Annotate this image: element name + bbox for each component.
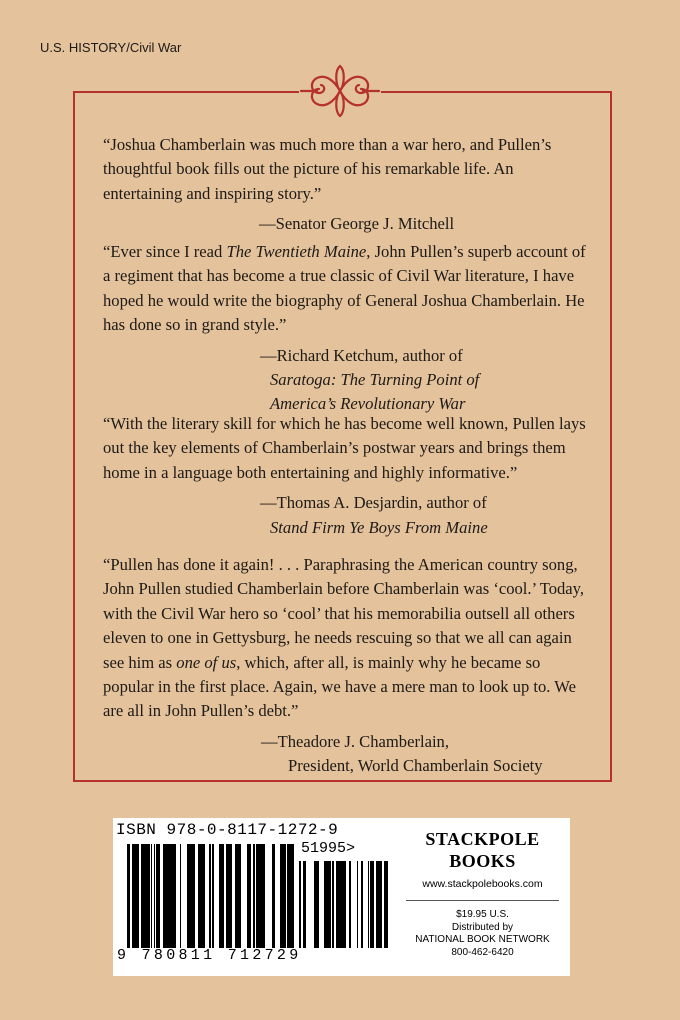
- price-addon-barcode: [299, 861, 391, 948]
- quote-chamberlain-society: [103, 553, 593, 779]
- barcode-bar: [220, 844, 222, 948]
- price: $19.95 U.S.: [456, 909, 509, 920]
- barcode-bar: [257, 844, 259, 948]
- barcode-bar: [165, 844, 168, 948]
- publisher-divider: [406, 900, 559, 901]
- barcode-bar: [303, 861, 306, 948]
- barcode-bar: [370, 861, 371, 948]
- barcode-bar: [151, 844, 152, 948]
- barcode-bar: [248, 844, 249, 948]
- barcode-bar: [154, 844, 155, 948]
- barcode-bar: [292, 844, 294, 948]
- barcode-bar: [336, 861, 339, 948]
- barcode-bar: [361, 861, 363, 948]
- barcode-bar: [239, 844, 241, 948]
- barcode-bar: [141, 844, 143, 948]
- ean-digits: 9 780811 712729: [117, 947, 302, 964]
- barcode-bar: [174, 844, 176, 948]
- barcode-bar: [287, 844, 289, 948]
- barcode-bar: [180, 844, 181, 948]
- barcode-bar: [173, 844, 174, 948]
- barcode-bar: [237, 844, 239, 948]
- quote-attribution: —Richard Ketchum, author of Saratoga: The Turning Point of America’s Revolutionary War: [260, 345, 480, 414]
- barcode-bar: [291, 844, 292, 948]
- barcode-bar: [289, 844, 291, 948]
- barcode-bar: [376, 861, 379, 948]
- distributed-by: Distributed by: [451, 921, 514, 933]
- barcode-bar: [349, 861, 350, 948]
- barcode-bar: [203, 844, 205, 948]
- barcode-bar: [219, 844, 220, 948]
- barcode-bar: [259, 844, 261, 948]
- barcode-bar: [345, 861, 346, 948]
- barcode-bar: [384, 861, 387, 948]
- publisher-name: STACKPOLE BOOKS: [425, 829, 540, 871]
- barcode-bar: [371, 861, 374, 948]
- barcode-bar: [368, 861, 369, 948]
- quote-attribution: —Thomas A. Desjardin, author of Stand Firm Ye Boys From Maine: [260, 493, 488, 537]
- barcode-bar: [190, 844, 192, 948]
- barcode-bar: [282, 844, 283, 948]
- quote-attribution: —Senator George J. Mitchell: [259, 214, 455, 234]
- barcode-bar: [198, 844, 200, 948]
- barcode-bar: [168, 844, 170, 948]
- quote-text: “Ever since I read The Twentieth Maine, John Pullen’s superb account of a regiment that has become a true classic of Civil War literature, I have hoped he would write the biography of General Joshua Chamberlain. He has done so in grand style.”: [103, 242, 586, 335]
- barcode-bar: [343, 861, 345, 948]
- quote-ketchum: [103, 240, 593, 417]
- phone: 800-462-6420: [451, 946, 514, 958]
- barcode-bar: [226, 844, 228, 948]
- barcode-bar: [333, 861, 334, 948]
- barcode-bar: [157, 844, 160, 948]
- barcode-bar: [272, 844, 275, 948]
- barcode-bar: [340, 861, 343, 948]
- barcode-bar: [136, 844, 139, 948]
- barcode-bar: [327, 861, 329, 948]
- barcode-bar: [222, 844, 224, 948]
- barcode-bar: [212, 844, 213, 948]
- scroll-flourish-icon: [299, 60, 381, 122]
- barcode-bar: [200, 844, 202, 948]
- barcode-bar: [253, 844, 255, 948]
- barcode-bar: [228, 844, 229, 948]
- quote-text: “Joshua Chamberlain was much more than a war hero, and Pullen’s thoughtful book fills out the picture of his remarkable life. An entertaining and inspiring story.”: [103, 135, 552, 203]
- barcode-bar: [156, 844, 157, 948]
- barcode-bar: [249, 844, 251, 948]
- barcode-bar: [339, 861, 340, 948]
- quote-mitchell: [103, 133, 593, 237]
- barcode-bar: [236, 844, 237, 948]
- barcode-bar: [261, 844, 264, 948]
- barcode-bar: [134, 844, 136, 948]
- barcode-bar: [300, 861, 301, 948]
- quote-desjardin: [103, 412, 593, 540]
- quote-text: “Pullen has done it again! . . . Paraphrasing the American country song, John Pullen studied Chamberlain before Chamberlain was ‘cool.’ Today, with the Civil War hero so ‘cool’ that his memorabilia outsell all others eleven to one in Gettysburg, he needs rescuing so that we all can again see him as one of us, which, after all, is mainly why he became so popular in the first place. Again, we have a mere man to look up to. We are all in John Pullen’s debt.”: [103, 555, 585, 721]
- barcode-bar: [256, 844, 257, 948]
- quote-attribution: —Theadore J. Chamberlain, President, World Chamberlain Society: [261, 731, 543, 776]
- barcode-bar: [170, 844, 173, 948]
- barcode-bar: [163, 844, 165, 948]
- barcode-bar: [147, 844, 150, 948]
- barcode-bar: [379, 861, 380, 948]
- barcode-bar: [324, 861, 327, 948]
- barcode-bar: [315, 861, 316, 948]
- barcode-bar: [314, 861, 315, 948]
- barcode-bar: [187, 844, 190, 948]
- barcode-bar: [283, 844, 286, 948]
- barcode-bar: [209, 844, 211, 948]
- barcode-bar: [387, 861, 388, 948]
- barcode-bar: [350, 861, 351, 948]
- category-label: U.S. HISTORY/Civil War: [40, 40, 182, 55]
- barcode-bar: [280, 844, 282, 948]
- publisher-url: www.stackpolebooks.com: [422, 878, 543, 890]
- barcode-bar: [229, 844, 232, 948]
- barcode-bar: [192, 844, 195, 948]
- barcode-bar: [357, 861, 358, 948]
- barcode-bar: [235, 844, 236, 948]
- publisher-block: [400, 828, 565, 959]
- barcode-bar: [329, 861, 331, 948]
- barcode-bar: [202, 844, 203, 948]
- barcode-bar: [143, 844, 146, 948]
- barcode-bar: [247, 844, 248, 948]
- quote-text: “With the literary skill for which he has become well known, Pullen lays out the key elements of Chamberlain’s postwar years and brings them home in a language both entertaining and highly informative.”: [103, 414, 586, 482]
- barcode-bar: [127, 844, 130, 948]
- isbn-label: ISBN 978-0-8117-1272-9: [116, 821, 339, 839]
- barcode-bar: [316, 861, 319, 948]
- barcode-bar: [380, 861, 382, 948]
- barcode-bar: [213, 844, 214, 948]
- ean-barcode: [127, 844, 295, 948]
- barcode-box: [113, 818, 570, 976]
- barcode-bar: [299, 861, 300, 948]
- barcode-bar: [332, 861, 333, 948]
- barcode-bar: [146, 844, 147, 948]
- barcode-bar: [264, 844, 265, 948]
- barcode-bar: [132, 844, 134, 948]
- price-code: 51995>: [301, 840, 356, 857]
- distributor: NATIONAL BOOK NETWORK: [415, 934, 550, 945]
